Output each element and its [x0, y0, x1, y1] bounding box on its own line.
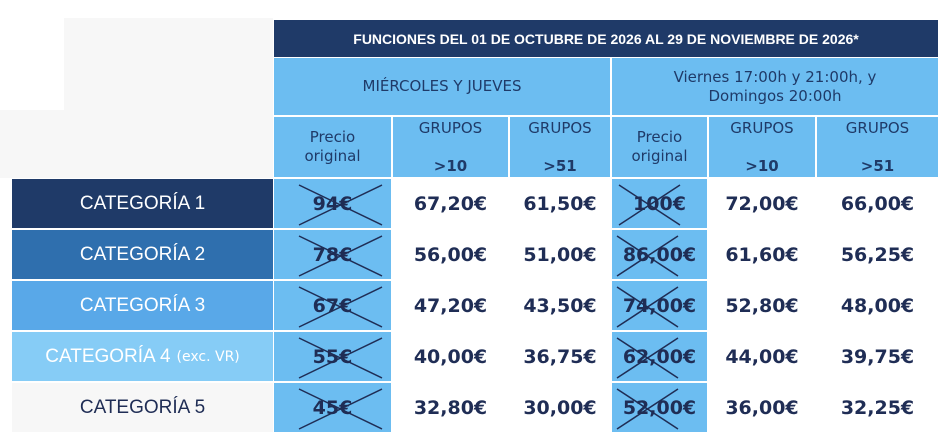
struck-original-price: 78€ — [309, 244, 357, 266]
price-value: 32,25€ — [840, 396, 915, 419]
group-price-cell-r5-c5 — [709, 383, 815, 432]
price-value: 40,00€ — [413, 345, 488, 368]
original-price-cell-r4-c1 — [274, 332, 391, 381]
struck-original-price: 74,00€ — [619, 295, 700, 317]
price-value: 61,60€ — [725, 243, 799, 266]
strike-x-icon — [297, 234, 384, 278]
price-value: 56,00€ — [413, 243, 488, 266]
category-1-text: CATEGORÍA 1 — [79, 192, 206, 214]
category-3-text: CATEGORÍA 3 — [79, 294, 206, 316]
struck-original-price: 45€ — [309, 397, 357, 419]
price-value: 47,20€ — [413, 294, 488, 317]
strike-x-icon — [615, 336, 680, 380]
group-price-cell-r5-c3 — [510, 383, 610, 432]
group-header-viernes-domingos: Viernes 17:00h y 21:00h, y Domingos 20:00h — [612, 58, 938, 115]
group-price-cell-r1-c3 — [510, 179, 610, 228]
subheader-grupos-51-label: GRUPOS — [528, 118, 592, 137]
price-value: 32,80€ — [413, 396, 488, 419]
group-price-cell-r5-c2 — [393, 383, 508, 432]
category-1-label — [12, 179, 273, 228]
subheader-grupos-10-2-value: >10 — [745, 156, 779, 175]
group-price-cell-r2-c6 — [817, 230, 938, 279]
original-price-cell-r5-c4 — [612, 383, 707, 432]
original-price-cell-r1-c4 — [612, 179, 707, 228]
price-value: 52,80€ — [725, 294, 799, 317]
price-value: 51,00€ — [523, 243, 597, 266]
price-value: 39,75€ — [840, 345, 915, 368]
original-price-cell-r2-c4 — [612, 230, 707, 279]
price-value: 36,00€ — [725, 396, 799, 419]
group-price-cell-r3-c2 — [393, 281, 508, 330]
subheader-grupos-51-2-label: GRUPOS — [845, 118, 910, 137]
group-price-cell-r3-c6 — [817, 281, 938, 330]
category-4-text: CATEGORÍA 4 — [45, 345, 171, 367]
category-5-label — [12, 383, 273, 432]
price-value: 67,20€ — [413, 192, 488, 215]
subheader-precio-original-label: Precio original — [304, 128, 361, 165]
subheader-grupos-10-2 — [709, 117, 815, 177]
category-4-note: (exc. VR) — [176, 348, 240, 365]
price-value: 36,75€ — [523, 345, 597, 368]
subheader-grupos-10 — [393, 117, 508, 177]
subheader-precio-original-2-label: Precio original — [631, 128, 688, 165]
struck-original-price: 86,00€ — [619, 244, 700, 266]
strike-x-icon — [297, 285, 384, 329]
struck-original-price: 100€ — [629, 193, 690, 215]
group-price-cell-r4-c6 — [817, 332, 938, 381]
price-value: 44,00€ — [725, 345, 799, 368]
original-price-cell-r3-c4 — [612, 281, 707, 330]
category-5-text: CATEGORÍA 5 — [79, 396, 206, 418]
strike-x-icon — [617, 183, 682, 227]
category-3-label — [12, 281, 273, 330]
subheader-grupos-51-2-value: >51 — [860, 156, 895, 175]
subheader-grupos-10-2-label: GRUPOS — [730, 118, 794, 137]
group-price-cell-r4-c5 — [709, 332, 815, 381]
price-value: 30,00€ — [523, 396, 597, 419]
subheader-grupos-51-value: >51 — [543, 156, 577, 175]
strike-x-icon — [297, 183, 384, 227]
original-price-cell-r2-c1 — [274, 230, 391, 279]
original-price-cell-r3-c1 — [274, 281, 391, 330]
category-2-label — [12, 230, 273, 279]
struck-original-price: 55€ — [309, 346, 357, 368]
subheader-grupos-51-2 — [817, 117, 938, 177]
group-header-miercoles-jueves: MIÉRCOLES Y JUEVES — [274, 58, 610, 115]
original-price-cell-r1-c1 — [274, 179, 391, 228]
group-price-cell-r4-c3 — [510, 332, 610, 381]
subheader-grupos-10-label: GRUPOS — [418, 118, 483, 137]
blank-corner-top — [64, 18, 273, 110]
struck-original-price: 67€ — [309, 295, 357, 317]
struck-original-price: 94€ — [309, 193, 357, 215]
group-price-cell-r2-c2 — [393, 230, 508, 279]
group-price-cell-r1-c2 — [393, 179, 508, 228]
group-price-cell-r1-c6 — [817, 179, 938, 228]
category-2-text: CATEGORÍA 2 — [79, 243, 206, 265]
price-value: 72,00€ — [725, 192, 799, 215]
subheader-precio-original-2 — [612, 117, 707, 177]
group-price-cell-r3-c5 — [709, 281, 815, 330]
group-price-cell-r2-c5 — [709, 230, 815, 279]
subheader-grupos-51 — [510, 117, 610, 177]
blank-corner-bottom — [0, 110, 273, 178]
strike-x-icon — [297, 387, 384, 431]
table-title: FUNCIONES DEL 01 DE OCTUBRE DE 2026 AL 29 DE NOVIEMBRE DE 2026* — [274, 20, 938, 57]
original-price-cell-r5-c1 — [274, 383, 391, 432]
subheader-precio-original — [274, 117, 391, 177]
group-price-cell-r4-c2 — [393, 332, 508, 381]
subheader-grupos-10-value: >10 — [433, 156, 468, 175]
original-price-cell-r4-c4 — [612, 332, 707, 381]
struck-original-price: 62,00€ — [619, 346, 700, 368]
price-value: 43,50€ — [523, 294, 597, 317]
group-price-cell-r1-c5 — [709, 179, 815, 228]
strike-x-icon — [297, 336, 384, 380]
strike-x-icon — [615, 387, 680, 431]
category-4-label — [12, 332, 273, 381]
price-value: 66,00€ — [840, 192, 915, 215]
price-value: 61,50€ — [523, 192, 597, 215]
price-value: 56,25€ — [840, 243, 915, 266]
strike-x-icon — [615, 234, 680, 278]
group-price-cell-r3-c3 — [510, 281, 610, 330]
struck-original-price: 52,00€ — [619, 397, 700, 419]
price-value: 48,00€ — [840, 294, 915, 317]
group-price-cell-r2-c3 — [510, 230, 610, 279]
group-price-cell-r5-c6 — [817, 383, 938, 432]
strike-x-icon — [615, 285, 680, 329]
